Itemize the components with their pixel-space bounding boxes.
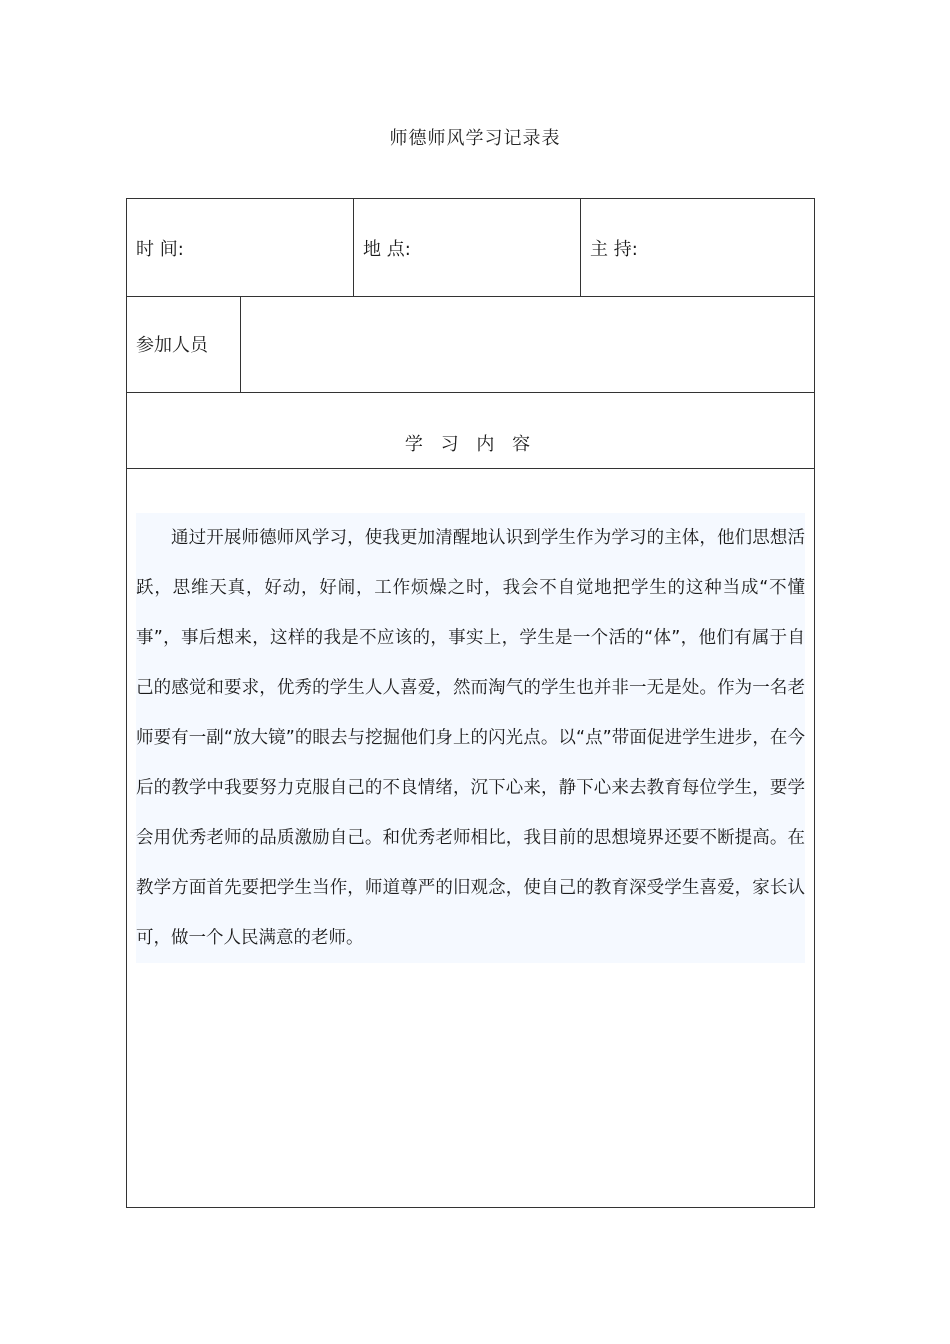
attendees-value-cell[interactable] <box>241 296 814 392</box>
section-heading-row <box>127 393 814 469</box>
content-row <box>127 469 814 1207</box>
record-table <box>126 198 815 1208</box>
attendees-label: 参加人员 <box>136 335 208 356</box>
time-cell[interactable] <box>127 199 354 296</box>
section-heading-cell <box>127 393 814 468</box>
place-cell[interactable] <box>354 199 581 296</box>
host-cell[interactable] <box>581 199 814 296</box>
time-label: 时 间: <box>136 238 184 260</box>
host-label: 主 持: <box>590 238 638 260</box>
attendees-label-cell <box>127 296 241 392</box>
place-label: 地 点: <box>363 238 411 260</box>
section-heading: 学 习 内 容 <box>404 433 537 455</box>
study-content-text[interactable]: 通过开展师德师风学习，使我更加清醒地认识到学生作为学习的主体，他们思想活跃，思维天真，好动，好闹，工作烦燥之时，我会不自觉地把学生的这种当成“不懂事”，事后想来，这样的我是不应该的，事实上，学生是一个活的“体”，他们有属于自己的感觉和要求，优秀的学生人人喜爱，然而淘气的学生也并非一无是处。作为一名老师要有一副“放大镜”的眼去与挖掘他们身上的闪光点。以“点”带面促进学生进步，在今后的教学中我要努力克服自己的不良情绪，沉下心来，静下心来去教育每位学生，要学会用优秀老师的品质激励自己。和优秀老师相比，我目前的思想境界还要不断提高。在教学方面首先要把学生当作，师道尊严的旧观念，使自己的教育深受学生喜爱，家长认可，做一个人民满意的老师。 <box>136 513 805 963</box>
meta-row <box>127 199 814 297</box>
document-title: 师德师风学习记录表 <box>389 128 561 149</box>
attendees-row <box>127 296 814 393</box>
